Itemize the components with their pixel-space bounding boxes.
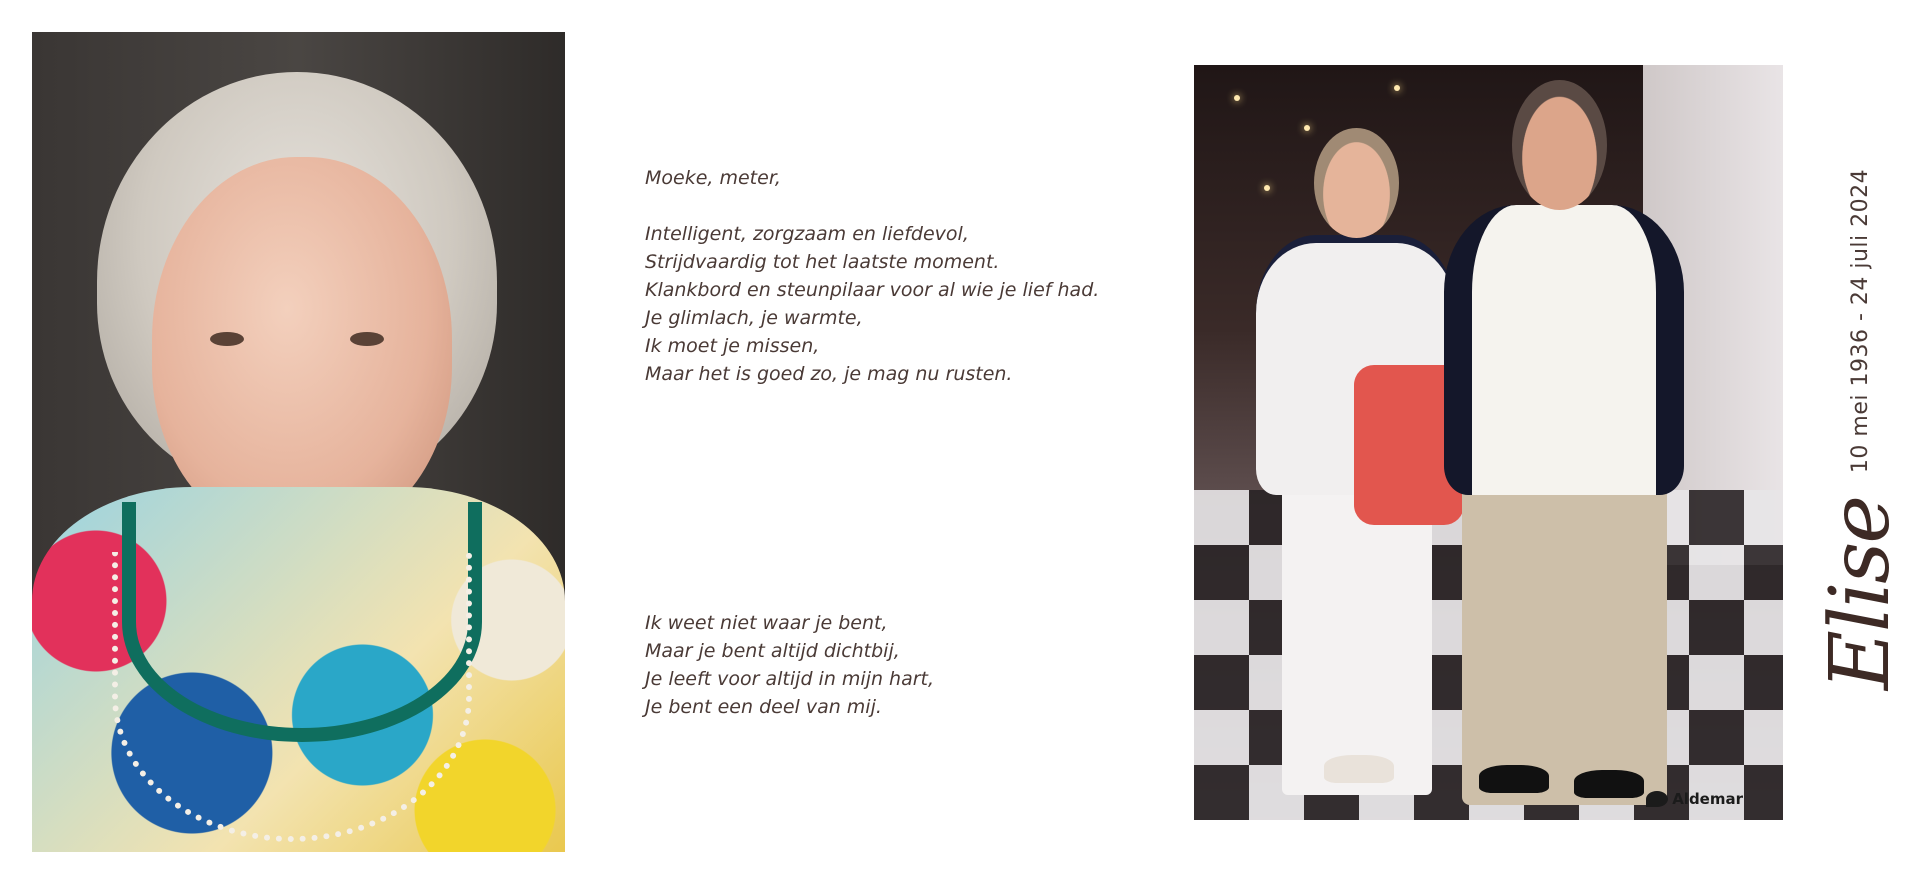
portrait-eye-right: [350, 332, 384, 346]
woman-head: [1314, 128, 1399, 238]
man-shoe: [1574, 770, 1644, 798]
ceiling-light: [1304, 125, 1310, 131]
ceiling-light: [1394, 85, 1400, 91]
brand-name: Aldemar: [1672, 790, 1743, 808]
brand-logo-icon: [1646, 791, 1668, 807]
man-trousers: [1462, 465, 1667, 805]
portrait-face: [152, 157, 452, 537]
poem-line: Je leeft voor altijd in mijn hart,: [645, 668, 935, 690]
poem-line: Intelligent, zorgzaam en liefdevol,: [645, 223, 969, 245]
poem-line: Klankbord en steunpilaar voor al wie je lief had.: [645, 279, 1100, 301]
man-shoe: [1479, 765, 1549, 793]
poem-line: Moeke, meter,: [645, 167, 781, 189]
ceiling-light: [1264, 185, 1270, 191]
photo-brand-mark: [1646, 790, 1743, 808]
portrait-photo: [32, 32, 565, 852]
couple-photo: [1194, 65, 1783, 820]
poem-line: Je bent een deel van mij.: [645, 696, 882, 718]
man-shirt: [1444, 205, 1684, 495]
ceiling-light: [1234, 95, 1240, 101]
poem-line: Maar je bent altijd dichtbij,: [645, 640, 900, 662]
poem-first-stanza: [645, 164, 1205, 388]
name-and-dates: [1810, 160, 1910, 690]
life-dates: 10 mei 1936 - 24 juli 2024: [1847, 168, 1873, 474]
poem-second-stanza: [645, 609, 1205, 721]
woman-shoe: [1324, 755, 1394, 783]
portrait-pearl-necklace: [112, 552, 472, 842]
man-head: [1512, 80, 1607, 210]
poem-line: Maar het is goed zo, je mag nu rusten.: [645, 363, 1013, 385]
poem-line: Je glimlach, je warmte,: [645, 307, 863, 329]
portrait-eye-left: [210, 332, 244, 346]
deceased-name: Elise: [1812, 497, 1908, 690]
poem-line-blank: [645, 192, 1205, 220]
poem-line: Ik moet je missen,: [645, 335, 820, 357]
memorial-name-block: [1800, 160, 1920, 690]
poem-line: Ik weet niet waar je bent,: [645, 612, 888, 634]
poem-line: Strijdvaardig tot het laatste moment.: [645, 251, 1000, 273]
